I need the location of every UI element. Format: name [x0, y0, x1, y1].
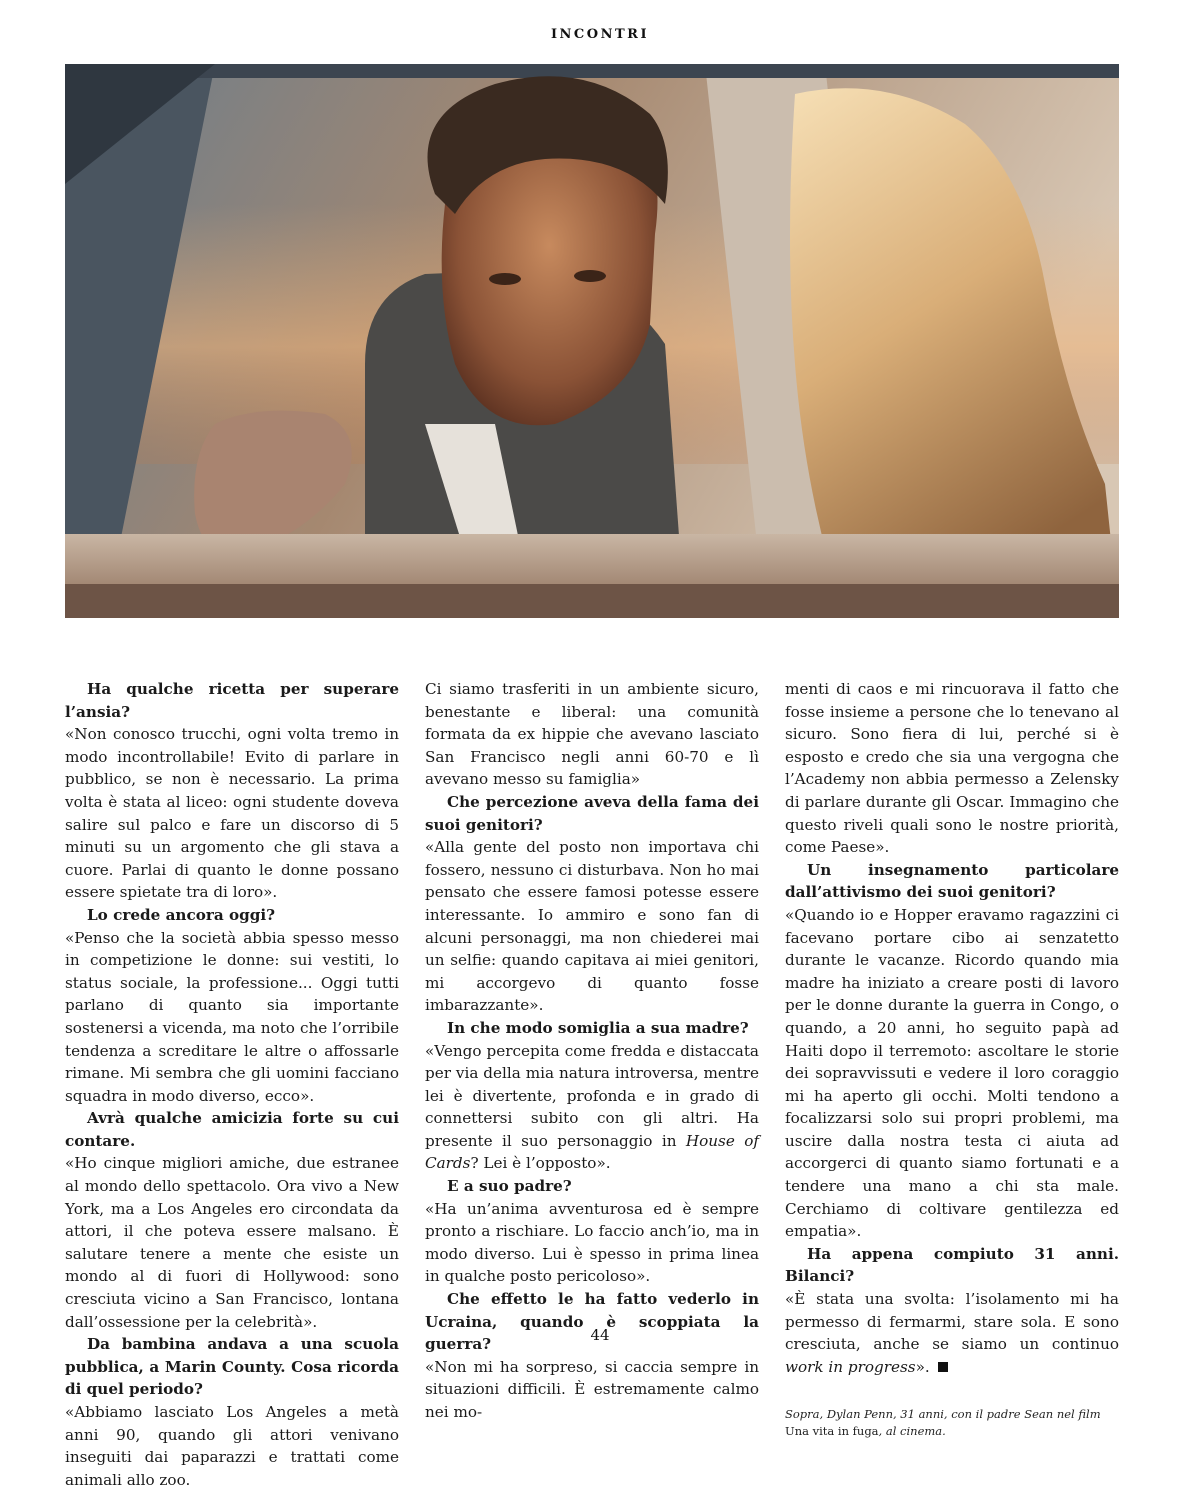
film-title: Una vita in fuga: [785, 1424, 879, 1439]
answer-text: «Vengo percepita come fredda e distaccata per via della mia natura introversa, mentre lei è divertente, profonda e in grado di connettersi subito con gli altri. Ha presente il suo personaggio in: [425, 1041, 759, 1150]
question: In che modo somiglia a sua madre?: [447, 1018, 749, 1037]
page-number: 44: [590, 1326, 610, 1344]
series-title: House of Cards: [425, 1131, 760, 1173]
column-1: [65, 678, 399, 1489]
car-scene-illustration: [65, 64, 1119, 618]
answer-continued: menti di caos e mi rincuorava il fatto che fosse insieme a persone che lo tenevano al sicuro. Sono fiera di lui, perché si è esposto e credo che sia una vergogna che l’Academy non abbia permesso a Zelensky di parlare durante gli Oscar. Immagino che questo riveli quali sono le nostre priorità, come Paese».: [785, 680, 1119, 857]
question: Che effetto le ha fatto vederlo in Ucraina, quando è scoppiata la guerra?: [425, 1290, 759, 1354]
question: Che percezione aveva della fama dei suoi genitori?: [425, 792, 759, 834]
question: Avrà qualche amicizia forte su cui contare.: [65, 1109, 399, 1150]
answer: «Alla gente del posto non importava chi fossero, nessuno ci disturbava. Non ho mai pensato che essere famosi potesse essere interessante. Io ammiro e sono fan di alcuni personaggi, ma non chiederei mai un selfie: quando capitava ai miei genitori, mi accorgevo di quanto fosse imbarazzante».: [425, 838, 759, 1015]
answer-text: ».: [915, 1357, 930, 1376]
answer: «Ho cinque migliori amiche, due estranee al mondo dello spettacolo. Ora vivo a New York, ma a Los Angeles ero circondata da attori, il che poteva essere malsano. È salutare tenere a mente che esiste un mondo al di fuori di Hollywood: sono cresciuta vicino a San Francisco, lontana dall’ossessione per la celebrità».: [65, 1154, 399, 1331]
answer: «Abbiamo lasciato Los Angeles a metà anni 90, quando gli attori venivano inseguiti dai paparazzi e trattati come animali allo zoo.: [65, 1403, 399, 1489]
photo-caption: [785, 1406, 1119, 1440]
emphasis: work in progress: [785, 1357, 916, 1376]
section-label: INCONTRI: [550, 27, 650, 42]
answer-continued: Ci siamo trasferiti in un ambiente sicuro, benestante e liberal: una comunità formata da ex hippie che avevano lasciato San Francisco negli anni 60-70 e lì avevano messo su famiglia»: [425, 680, 759, 789]
caption-suffix: , al cinema.: [878, 1424, 946, 1439]
answer: [425, 1040, 759, 1176]
answer-text: ? Lei è l’opposto».: [470, 1154, 611, 1173]
answer: «Non conosco trucchi, ogni volta tremo in modo incontrollabile! Evito di parlare in pubblico, se non è necessario. La prima volta è stata al liceo: ogni studente doveva salire sul palco e fare un discorso di 5 minuti su un argomento che gli stava a cuore. Parlai di quanto le donne possano essere spietate tra di loro».: [65, 725, 399, 902]
article-photo: [65, 64, 1119, 618]
column-3: [785, 678, 1119, 1439]
question: Un insegnamento particolare dall’attivismo dei suoi genitori?: [785, 860, 1119, 902]
question: Da bambina andava a una scuola pubblica, a Marin County. Cosa ricorda di quel periodo?: [65, 1335, 399, 1399]
question: Lo crede ancora oggi?: [87, 905, 276, 924]
question: Ha qualche ricetta per superare l’ansia?: [65, 680, 399, 721]
question: E a suo padre?: [447, 1177, 572, 1196]
answer-text: «È stata una svolta: l’isolamento mi ha permesso di fermarmi, stare sola. E sono cresciuta, anche se siamo un continuo: [785, 1290, 1119, 1354]
answer: «Penso che la società abbia spesso messo in competizione le donne: sui vestiti, lo status sociale, la professione... Oggi tutti parlano di quanto sia importante sostenersi a vicenda, ma noto che l’orribile tendenza a screditare le altre o affossarle rimane. Mi sembra che gli uomini facciano squadra in modo diverso, ecco».: [65, 928, 399, 1105]
answer: «Ha un’anima avventurosa ed è sempre pronto a rischiare. Lo faccio anch’io, ma in modo diverso. Lui è spesso in prima linea in qualche posto pericoloso».: [425, 1199, 759, 1286]
answer: «Quando io e Hopper eravamo ragazzini ci facevano portare cibo ai senzatetto durante le vacanze. Ricordo quando mia madre ha iniziato a creare posti di lavoro per le donne durante la guerra in Congo, o quando, a 20 anni, ho seguito papà ad Haiti dopo il terremoto: ascoltare le storie dei sopravvissuti e vedere il loro coraggio mi ha aperto gli occhi. Molti tendono a focalizzarsi solo sui propri problemi, ma uscire dalla nostra testa ci aiuta ad accorgerci di quanto siamo fortunati e a tendere una mano a chi sta male. Cerchiamo di coltivare gentilezza ed empatia».: [785, 905, 1119, 1241]
answer: «Non mi ha sorpreso, si caccia sempre in situazioni difficili. È estremamente calmo nei mo-: [425, 1357, 759, 1421]
question: Ha appena compiuto 31 anni. Bilanci?: [785, 1244, 1119, 1286]
caption-line: Sopra, Dylan Penn, 31 anni, con il padre Sean nel film: [785, 1407, 1101, 1422]
end-mark-icon: [938, 1362, 948, 1372]
